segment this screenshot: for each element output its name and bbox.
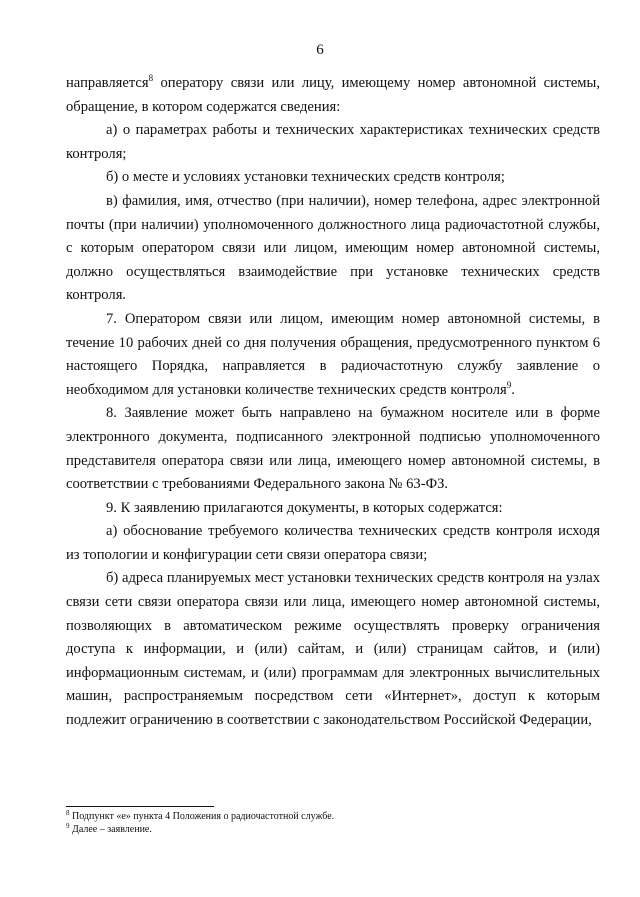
footnotes [66,810,600,836]
paragraph-text: направляется [66,75,149,91]
body-text [66,72,600,733]
footnote-ref: 8 [148,73,154,83]
paragraph-7 [66,308,600,402]
footnote-divider [66,806,214,807]
page-number: 6 [316,42,324,58]
paragraph-9-item-b: б) адреса планируемых мест установки технических средств контроля на узлах связи сети связи оператора связи или лица, имеющего номер автономной системы, позволяющих в автоматическом режиме осуществлять проверку ограничения доступа к информации, и (или) сайтам, и (или) страницам сайтов, и (или) информационным системам, и (или) программам для электронных вычислительных машин, распространяемым посредством сети «Интернет», доступ к которым подлежит ограничению в соответствии с законодательством Российской Федерации, [66,570,600,729]
footnote [66,823,600,836]
footnote-text: Подпункт «е» пункта 4 Положения о радиочастотной службе. [69,811,335,822]
paragraph-continuation [66,72,600,119]
paragraph-text: оператору связи или лицу, имеющему номер автономной системы, обращение, в котором содержатся сведения: [66,75,600,115]
paragraph-text: . [511,381,515,398]
paragraph-item-a: а) о параметрах работы и технических характеристиках технических средств контроля; [66,122,600,162]
footnote-mark: 9 [66,822,70,830]
paragraph-8: 8. Заявление может быть направлено на бумажном носителе или в форме электронного документа, подписанного электронной подписью уполномоченного представителя оператора связи или лица, имеющего номер автономной системы, в соответствии с требованиями Федерального закона № 63-ФЗ. [66,405,600,493]
paragraph-item-v: в) фамилия, имя, отчество (при наличии), номер телефона, адрес электронной почты (при наличии) уполномоченного должностного лица радиочастотной службы, с которым оператором связи или лицом, имеющим номер автономной системы, должно осуществляться взаимодействие при установке технических средств контроля. [66,192,600,304]
footnote [66,810,600,823]
paragraph-item-b: б) о месте и условиях установки технических средств контроля; [106,169,505,186]
footnote-text: Далее – заявление. [69,824,152,835]
paragraph-9-item-a: а) обоснование требуемого количества технических средств контроля исходя из топологии и конфигурации сети связи оператора связи; [66,523,600,563]
paragraph-9: 9. К заявлению прилагаются документы, в которых содержатся: [106,499,503,516]
footnote-mark: 8 [66,809,70,817]
footnote-ref: 9 [506,379,512,390]
paragraph-text: 7. Оператором связи или лицом, имеющим номер автономной системы, в течение 10 рабочих дней со дня получения обращения, предусмотренного пунктом 6 настоящего Порядка, направляется в радиочастотную службу заявление о необходимом для установки количестве технических средств контроля [66,310,600,398]
